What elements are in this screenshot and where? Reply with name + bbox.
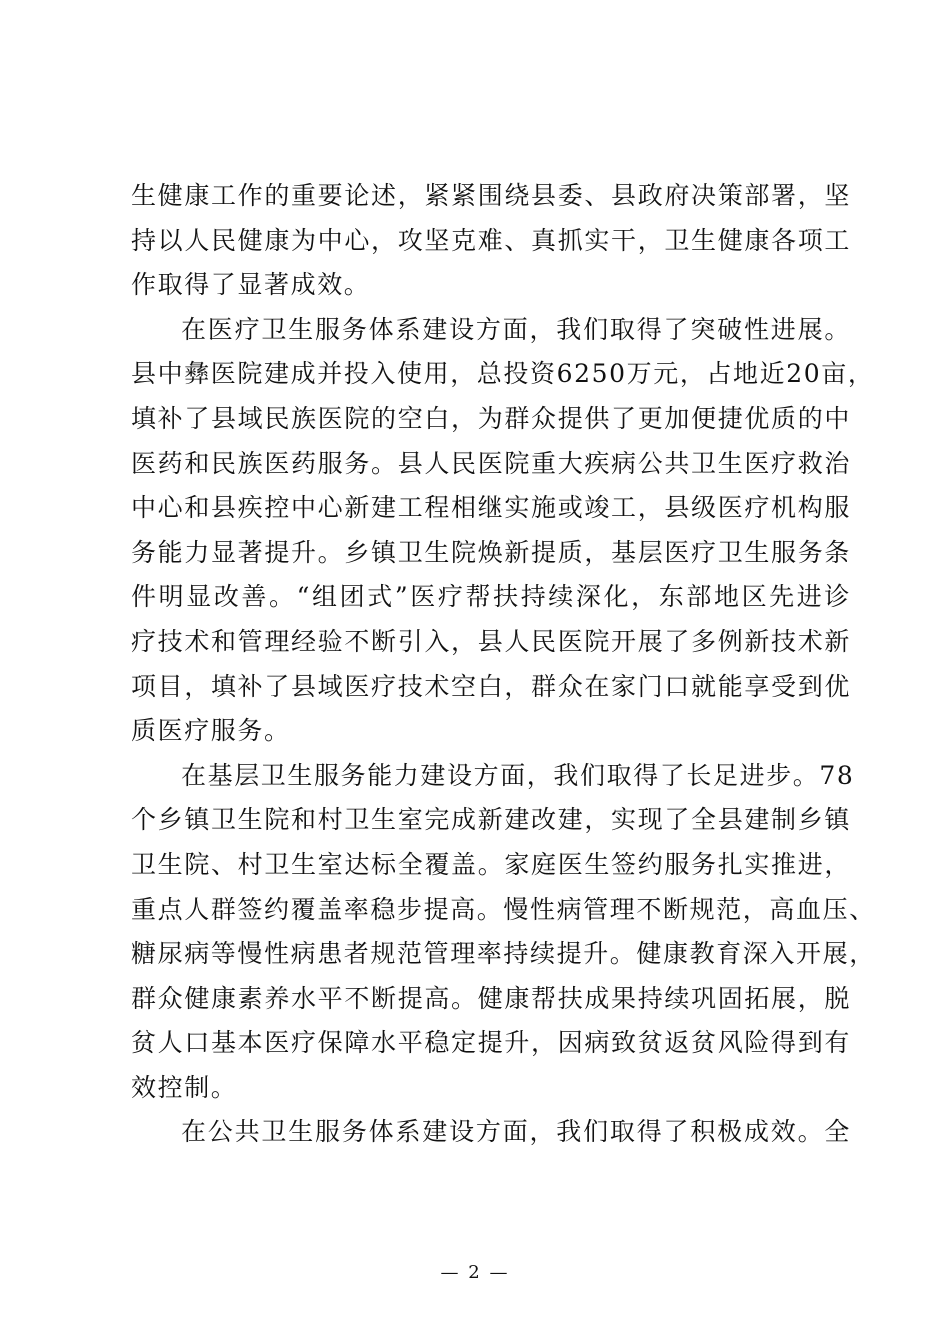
- text-line: 贫人口基本医疗保障水平稳定提升，因病致贫返贫风险得到有: [131, 1028, 851, 1058]
- text-line: 效控制。: [131, 1072, 238, 1102]
- text-line: 卫生院、村卫生室达标全覆盖。家庭医生签约服务扎实推进，: [131, 849, 851, 879]
- text-line: 群众健康素养水平不断提高。健康帮扶成果持续巩固拓展，脱: [131, 983, 851, 1013]
- text-line: 在医疗卫生服务体系建设方面，我们取得了突破性进展。: [181, 314, 851, 344]
- body-text: [131, 174, 876, 1155]
- text-line: 项目，填补了县域医疗技术空白，群众在家门口就能享受到优: [131, 671, 851, 701]
- text-line: 填补了县域民族医院的空白，为群众提供了更加便捷优质的中: [131, 403, 851, 433]
- text-line: 作取得了显著成效。: [131, 270, 371, 300]
- text-line: 生健康工作的重要论述，紧紧围绕县委、县政府决策部署，坚: [131, 181, 851, 210]
- text-line: 医药和民族医药服务。县人民医院重大疾病公共卫生医疗救治: [131, 448, 851, 478]
- text-line: 质医疗服务。: [131, 716, 291, 746]
- text-line: 个乡镇卫生院和村卫生室完成新建改建，实现了全县建制乡镇: [131, 805, 851, 835]
- text-line: 在公共卫生服务体系建设方面，我们取得了积极成效。全: [181, 1117, 851, 1147]
- text-line: 在基层卫生服务能力建设方面，我们取得了长足进步。78: [181, 760, 855, 790]
- page-number: — 2 —: [440, 1262, 510, 1283]
- text-line: 持以人民健康为中心，攻坚克难、真抓实干，卫生健康各项工: [131, 225, 851, 255]
- text-line: 中心和县疾控中心新建工程相继实施或竣工，县级医疗机构服: [131, 493, 851, 523]
- text-line: 县中彝医院建成并投入使用，总投资6250万元，占地近20亩，: [131, 359, 875, 389]
- text-line: 务能力显著提升。乡镇卫生院焕新提质，基层医疗卫生服务条: [131, 537, 851, 567]
- text-line: 疗技术和管理经验不断引入，县人民医院开展了多例新技术新: [131, 626, 851, 656]
- text-line: 件明显改善。“组团式”医疗帮扶持续深化，东部地区先进诊: [131, 582, 851, 612]
- text-line: 重点人群签约覆盖率稳步提高。慢性病管理不断规范，高血压、: [131, 894, 876, 924]
- text-line: 糖尿病等慢性病患者规范管理率持续提升。健康教育深入开展，: [131, 939, 876, 969]
